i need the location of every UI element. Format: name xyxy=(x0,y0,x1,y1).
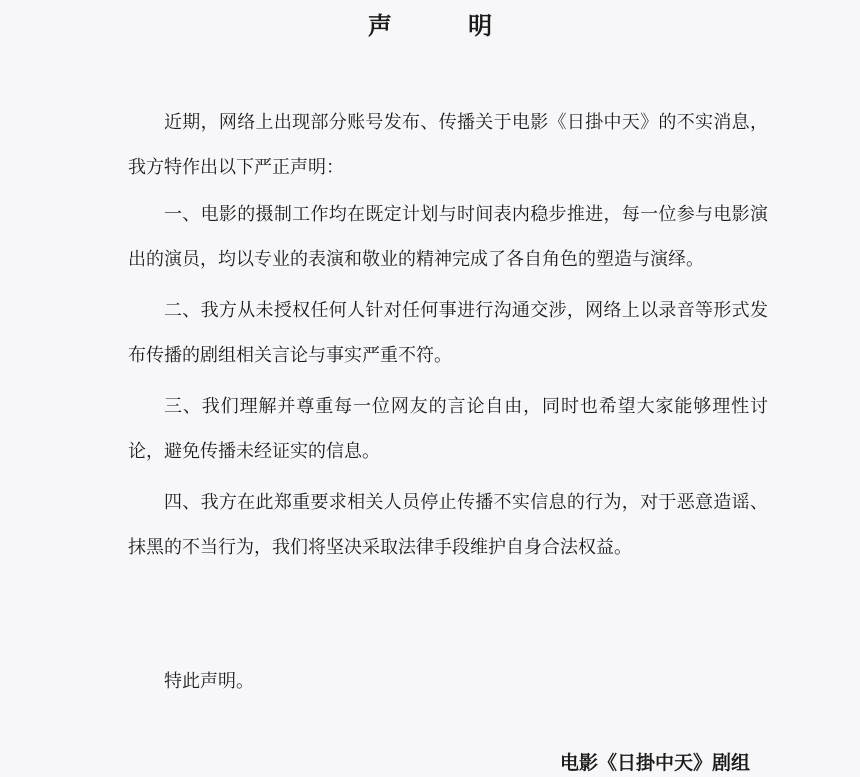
document-title: 声 明 xyxy=(367,12,527,40)
point-2-paragraph: 二、我方从未授权任何人针对任何事进行沟通交涉，网络上以录音等形式发布传播的剧组相关言论与事实严重不符。 xyxy=(128,300,768,366)
document-body xyxy=(128,100,768,570)
signature: 电影《日掛中天》剧组 xyxy=(559,752,750,774)
closing-statement: 特此声明。 xyxy=(164,671,254,692)
point-3-paragraph: 三、我们理解并尊重每一位网友的言论自由，同时也希望大家能够理性讨论，避免传播未经证实的信息。 xyxy=(128,396,768,462)
intro-paragraph: 近期，网络上出现部分账号发布、传播关于电影《日掛中天》的不实消息，我方特作出以下严正声明： xyxy=(128,112,768,178)
point-4-paragraph: 四、我方在此郑重要求相关人员停止传播不实信息的行为，对于恶意造谣、抹黑的不当行为，我们将坚决采取法律手段维护自身合法权益。 xyxy=(128,492,768,558)
point-1-paragraph: 一、电影的摄制工作均在既定计划与时间表内稳步推进，每一位参与电影演出的演员，均以专业的表演和敬业的精神完成了各自角色的塑造与演绎。 xyxy=(128,204,768,270)
